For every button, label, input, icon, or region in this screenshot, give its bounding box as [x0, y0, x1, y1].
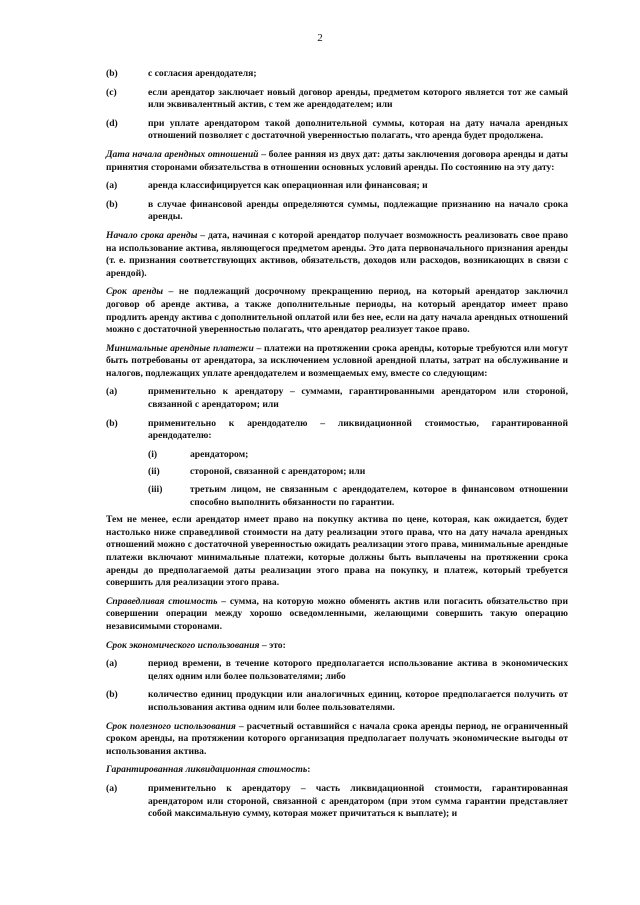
- defined-term: Срок экономического использования: [106, 639, 260, 651]
- item-label: (i): [148, 448, 158, 460]
- item-label: (iii): [148, 484, 163, 496]
- item-text: аренда классифицируется как операционная или финансовая; и: [148, 180, 428, 192]
- definition-guaranteed-rv: [106, 764, 568, 777]
- definition-commencement: [106, 230, 568, 280]
- item-label: (c): [106, 86, 117, 98]
- item-label: (b): [106, 68, 118, 79]
- sub-list-item: [148, 466, 568, 479]
- item-label: (b): [106, 689, 118, 701]
- item-label: (ii): [148, 466, 160, 478]
- defined-term: Гарантированная ликвидационная стоимость: [106, 764, 308, 776]
- definition-economic-life: [106, 640, 568, 653]
- defined-term: Срок аренды: [106, 286, 163, 298]
- defined-term: Дата начала арендных отношений: [106, 148, 259, 160]
- item-text: третьим лицом, не связанным с арендодателем, которое в финансовом отношении способно выполнить обязанности по гарантии.: [190, 484, 568, 508]
- definition-useful-life: [106, 721, 568, 759]
- item-text: арендатором;: [190, 448, 249, 460]
- definition-text: – дата, начиная с которой арендатор получает возможность реализовать свое право на использование актива, являющегося предметом аренды. Это дата первоначального признания аренды (т. е. признания соответствующих активов, обязательств, доходов или расходов, возникающих в связи с арендой).: [106, 229, 568, 279]
- list-item: [106, 87, 568, 112]
- list-item: [106, 118, 568, 143]
- list-item: [106, 658, 568, 683]
- item-label: (d): [106, 117, 118, 129]
- item-label: (a): [106, 386, 118, 398]
- item-text: стороной, связанной с арендатором; или: [190, 466, 366, 478]
- list-item: [106, 199, 568, 224]
- item-label: (a): [106, 658, 118, 670]
- item-label: (a): [106, 180, 118, 192]
- item-text: применительно к арендодателю – ликвидационной стоимостью, гарантированной арендодателю:: [148, 417, 568, 442]
- definition-lease-term: [106, 286, 568, 336]
- page-number: 2: [317, 32, 323, 44]
- item-label: (b): [106, 198, 118, 210]
- item-text: применительно к арендатору – часть ликвидационной стоимости, гарантированная арендатором или стороной, связанной с арендатором (при этом сумма гарантии представляет собой максимальную сумму, которая может причитаться к выплате); и: [148, 782, 568, 820]
- list-item: [106, 689, 568, 714]
- defined-term: Справедливая стоимость: [106, 595, 218, 607]
- definition-text: :: [307, 764, 311, 776]
- list-item: [106, 783, 568, 821]
- definition-mlp: [106, 343, 568, 381]
- definition-text: – это:: [259, 639, 286, 651]
- sub-list-item: [148, 484, 568, 509]
- item-text: период времени, в течение которого предполагается использование актива в экономических целях одним или более пользователями; либо: [148, 658, 568, 682]
- definition-text: – не подлежащий досрочному прекращению период, на который арендатор заключил договор об аренде актива, а также дополнительные периоды, на который арендатор имеет право продлить аренду актива с дополнительной оплатой или без нее, если на дату начала арендных отношений можно с достаточной уверенностью полагать, что арендатор реализует такое право.: [106, 286, 568, 336]
- item-text: количество единиц продукции или аналогичных единиц, которое предполагается получить от использования актива одним или более пользователями.: [148, 689, 568, 713]
- list-item: [106, 386, 568, 411]
- list-item: [106, 180, 568, 193]
- mlp-continuation: Тем не менее, если арендатор имеет право на покупку актива по цене, которая, как ожидается, будет настолько ниже справедливой стоимости на дату реализации этого права, что на дату начала арендных отношений можно с достаточной уверенностью ожидать реализации этого права, минимальные арендные платежи включают минимальные платежи, которые должны быть выплачены на протяжении срока аренды до предполагаемой даты реализации этого права на покупку, и платеж, который требуется совершить для реализации этого права.: [106, 514, 568, 589]
- list-item: [106, 68, 568, 81]
- definition-text: – платежи на протяжении срока аренды, которые требуются или могут быть потребованы от арендатора, за исключением условной арендной платы, затрат на обслуживание и налогов, подлежащих уплате арендодателем и возмещаемых ему, вместе со следующим:: [106, 342, 568, 379]
- defined-term: Начало срока аренды: [106, 229, 198, 241]
- definition-text: – расчетный оставшийся с начала срока аренды период, не ограниченный сроком аренды, на протяжении которого организация предполагает получать экономические выгоды от использования актива.: [106, 720, 568, 757]
- item-text: с согласия арендодателя;: [148, 68, 257, 79]
- item-label: (b): [106, 417, 118, 429]
- item-label: (a): [106, 782, 118, 794]
- definition-inception: [106, 149, 568, 174]
- definition-fair-value: [106, 596, 568, 634]
- page-content: [106, 68, 568, 827]
- item-text: применительно к арендатору – суммами, гарантированными арендатором или стороной, связанной с арендатором; или: [148, 386, 568, 411]
- list-item: [106, 418, 568, 443]
- defined-term: Минимальные арендные платежи: [106, 342, 254, 354]
- definition-text: – сумма, на которую можно обменять актив или погасить обязательство при совершении операции между хорошо осведомленными, желающими совершить такую операцию независимыми сторонами.: [106, 595, 569, 632]
- item-text: при уплате арендатором такой дополнительной суммы, которая на дату начала арендных отношений позволяет с достаточной уверенностью полагать, что аренда будет продолжена.: [148, 117, 568, 142]
- defined-term: Срок полезного использования: [106, 720, 236, 732]
- item-text: если арендатор заключает новый договор аренды, предметом которого является тот же самый или эквивалентный актив, с тем же арендодателем; или: [148, 86, 568, 111]
- definition-text: – более ранняя из двух дат: даты заключения договора аренды и даты принятия сторонами обязательства в отношении основных условий аренды. По состоянию на эту дату:: [106, 148, 568, 173]
- sub-list-item: [148, 449, 568, 462]
- item-text: в случае финансовой аренды определяются суммы, подлежащие признанию на начало срока аренды.: [148, 198, 568, 223]
